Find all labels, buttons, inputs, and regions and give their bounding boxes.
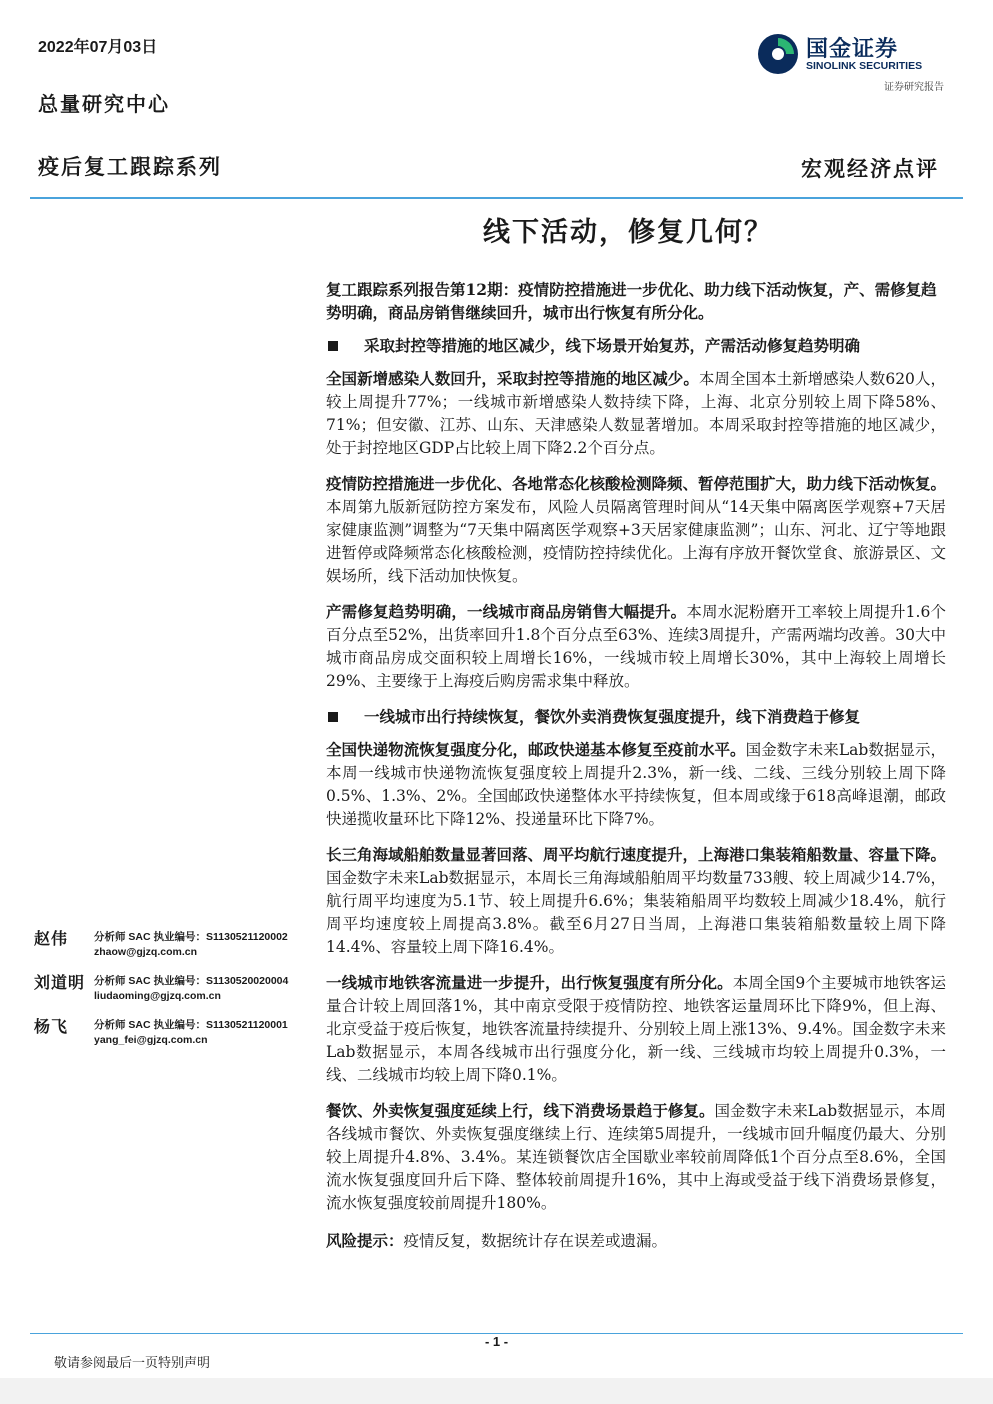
analyst-cert: 分析师 SAC 执业编号：S1130521120001 bbox=[94, 1019, 288, 1031]
body-paragraph bbox=[326, 843, 946, 959]
analyst-name: 刘道明 bbox=[34, 973, 86, 992]
paragraph-text: 国金数字未来Lab数据显示，本周长三角海域船舶周平均数量733艘、较上周减少14.7%，航行周平均速度为5.1节、较上周提升6.6%；集装箱船周平均数较上周减少18.4%，航行周平均速度较上周提高3.8%。截至6月27日当周，上海港口集装箱船数量较上周下降14.4%、容量较上周下降16.4%。 bbox=[326, 869, 946, 956]
section-heading-text: 采取封控等措施的地区减少，线下场景开始复苏，产需活动修复趋势明确 bbox=[364, 336, 861, 355]
footer-disclaimer: 敬请参阅最后一页特别声明 bbox=[54, 1356, 211, 1371]
analyst-entry bbox=[34, 1014, 314, 1048]
analyst-cert: 分析师 SAC 执业编号：S1130521120002 bbox=[94, 931, 288, 943]
paragraph-text: 本周水泥粉磨开工率较上周提升1.6个百分点至52%，出货率回升1.8个百分点至63%、连续3周提升，产需两端均改善。30大中城市商品房成交面积较上周增长16%，一线城市较上周增长30%，其中上海较上周增长29%、主要缘于上海疫后购房需求集中释放。 bbox=[326, 603, 946, 690]
section-heading bbox=[326, 334, 946, 357]
risk-text: 疫情反复，数据统计存在误差或遗漏。 bbox=[403, 1232, 668, 1250]
body-paragraph bbox=[326, 971, 946, 1087]
paragraph-lead: 全国新增感染人数回升，采取封控等措施的地区减少。 bbox=[326, 369, 699, 388]
analyst-email[interactable]: zhaow@gjzq.com.cn bbox=[94, 946, 197, 958]
bottom-margin-bar bbox=[0, 1378, 993, 1404]
analyst-entry bbox=[34, 926, 314, 960]
paragraph-lead: 长三角海域船舶数量显著回落、周平均航行速度提升，上海港口集装箱船数量、容量下降。 bbox=[326, 845, 947, 864]
body-paragraph bbox=[326, 1099, 946, 1215]
series-name: 疫后复工跟踪系列 bbox=[38, 154, 222, 179]
company-logo bbox=[756, 30, 946, 94]
analyst-email[interactable]: liudaoming@gjzq.com.cn bbox=[94, 990, 221, 1002]
paragraph-lead: 餐饮、外卖恢复强度延续上行，线下消费场景趋于修复。 bbox=[326, 1101, 715, 1120]
main-title: 线下活动，修复几何？ bbox=[483, 217, 773, 248]
section-heading bbox=[326, 705, 946, 728]
analyst-email[interactable]: yang_fei@gjzq.com.cn bbox=[94, 1034, 208, 1046]
body-paragraph bbox=[326, 367, 946, 460]
report-body bbox=[326, 278, 946, 1253]
page-number: - 1 - bbox=[484, 1334, 509, 1349]
section-heading-text: 一线城市出行持续恢复，餐饮外卖消费恢复强度提升，线下消费趋于修复 bbox=[364, 707, 861, 726]
header-divider bbox=[30, 197, 963, 199]
paragraph-lead: 一线城市地铁客流量进一步提升，出行恢复强度有所分化。 bbox=[326, 973, 733, 992]
paragraph-text: 本周全国本土新增感染人数620人，较上周提升77%；一线城市新增感染人数持续下降，上海、北京分别较上周下降58%、71%；但安徽、江苏、山东、天津感染人数显著增加。本周采取封控等措施的地区减少，处于封控地区GDP占比较上周下降2.2个百分点。 bbox=[326, 370, 946, 457]
body-paragraph bbox=[326, 738, 946, 831]
logo-cn-text: 国金证券 bbox=[806, 37, 899, 62]
report-type: 宏观经济点评 bbox=[801, 156, 939, 181]
paragraph-lead: 全国快递物流恢复强度分化，邮政快递基本修复至疫前水平。 bbox=[326, 740, 746, 759]
paragraph-text: 国金数字未来Lab数据显示，本周一线城市快递物流恢复强度较上周提升2.3%，新一线、二线、三线分别较上周下降0.5%、1.3%、2%。全国邮政快递整体水平持续恢复，但本周或缘于618高峰退潮，邮政快递揽收量环比下降12%、投递量环比下降7%。 bbox=[326, 741, 946, 828]
analyst-cert: 分析师 SAC 执业编号：S1130520020004 bbox=[94, 975, 289, 987]
square-bullet-icon bbox=[328, 341, 338, 351]
paragraph-text: 本周第九版新冠防控方案发布，风险人员隔离管理时间从“14天集中隔离医学观察+7天居家健康监测”调整为“7天集中隔离医学观察+3天居家健康监测”；山东、河北、辽宁等地跟进暂停或降频常态化核酸检测，疫情防控持续优化。上海有序放开餐饮堂食、旅游景区、文娱场所，线下活动加快恢复。 bbox=[326, 498, 947, 585]
analyst-name: 赵伟 bbox=[34, 929, 69, 948]
intro-summary: 复工跟踪系列报告第12期：疫情防控措施进一步优化、助力线下活动恢复，产、需修复趋势明确，商品房销售继续回升，城市出行恢复有所分化。 bbox=[326, 280, 937, 322]
department-name: 总量研究中心 bbox=[38, 92, 170, 116]
risk-label: 风险提示： bbox=[326, 1231, 404, 1250]
paragraph-lead: 产需修复趋势明确，一线城市商品房销售大幅提升。 bbox=[326, 602, 687, 621]
paragraph-text: 国金数字未来Lab数据显示，本周各线城市餐饮、外卖恢复强度继续上行、连续第5周提升，一线城市回升幅度仍最大、分别较上周提升4.8%、3.4%。某连锁餐饮店全国歇业率较前周降低1个百分点至8.6%，全国流水恢复强度回升后下降、整体较前周提升16%，其中上海或受益于线下消费场景修复，流水恢复强度较前周提升180%。 bbox=[326, 1102, 946, 1212]
paragraph-text: 本周全国9个主要城市地铁客运量合计较上周回落1%，其中南京受限于疫情防控、地铁客运量周环比下降9%，但上海、北京受益于疫后恢复，地铁客流量持续提升、分别较上周上涨13%、9.4%。国金数字未来Lab数据显示，本周各线城市出行强度分化，新一线、三线城市均较上周提升0.3%，一线、二线城市均较上周下降0.1%。 bbox=[326, 974, 946, 1084]
paragraph-lead: 疫情防控措施进一步优化、各地常态化核酸检测降频、暂停范围扩大，助力线下活动恢复。 bbox=[326, 474, 947, 493]
logo-en-text: SINOLINK SECURITIES bbox=[806, 60, 923, 72]
square-bullet-icon bbox=[328, 712, 338, 722]
body-paragraph bbox=[326, 600, 946, 693]
risk-warning bbox=[326, 1229, 946, 1253]
analyst-entry bbox=[34, 970, 314, 1004]
analyst-name: 杨飞 bbox=[34, 1017, 69, 1036]
report-date: 2022年07月03日 bbox=[38, 39, 158, 56]
report-category-tag: 证券研究报告 bbox=[884, 82, 944, 93]
body-paragraph bbox=[326, 472, 946, 588]
logo-mark-icon bbox=[756, 32, 800, 76]
analyst-list bbox=[34, 926, 314, 1058]
